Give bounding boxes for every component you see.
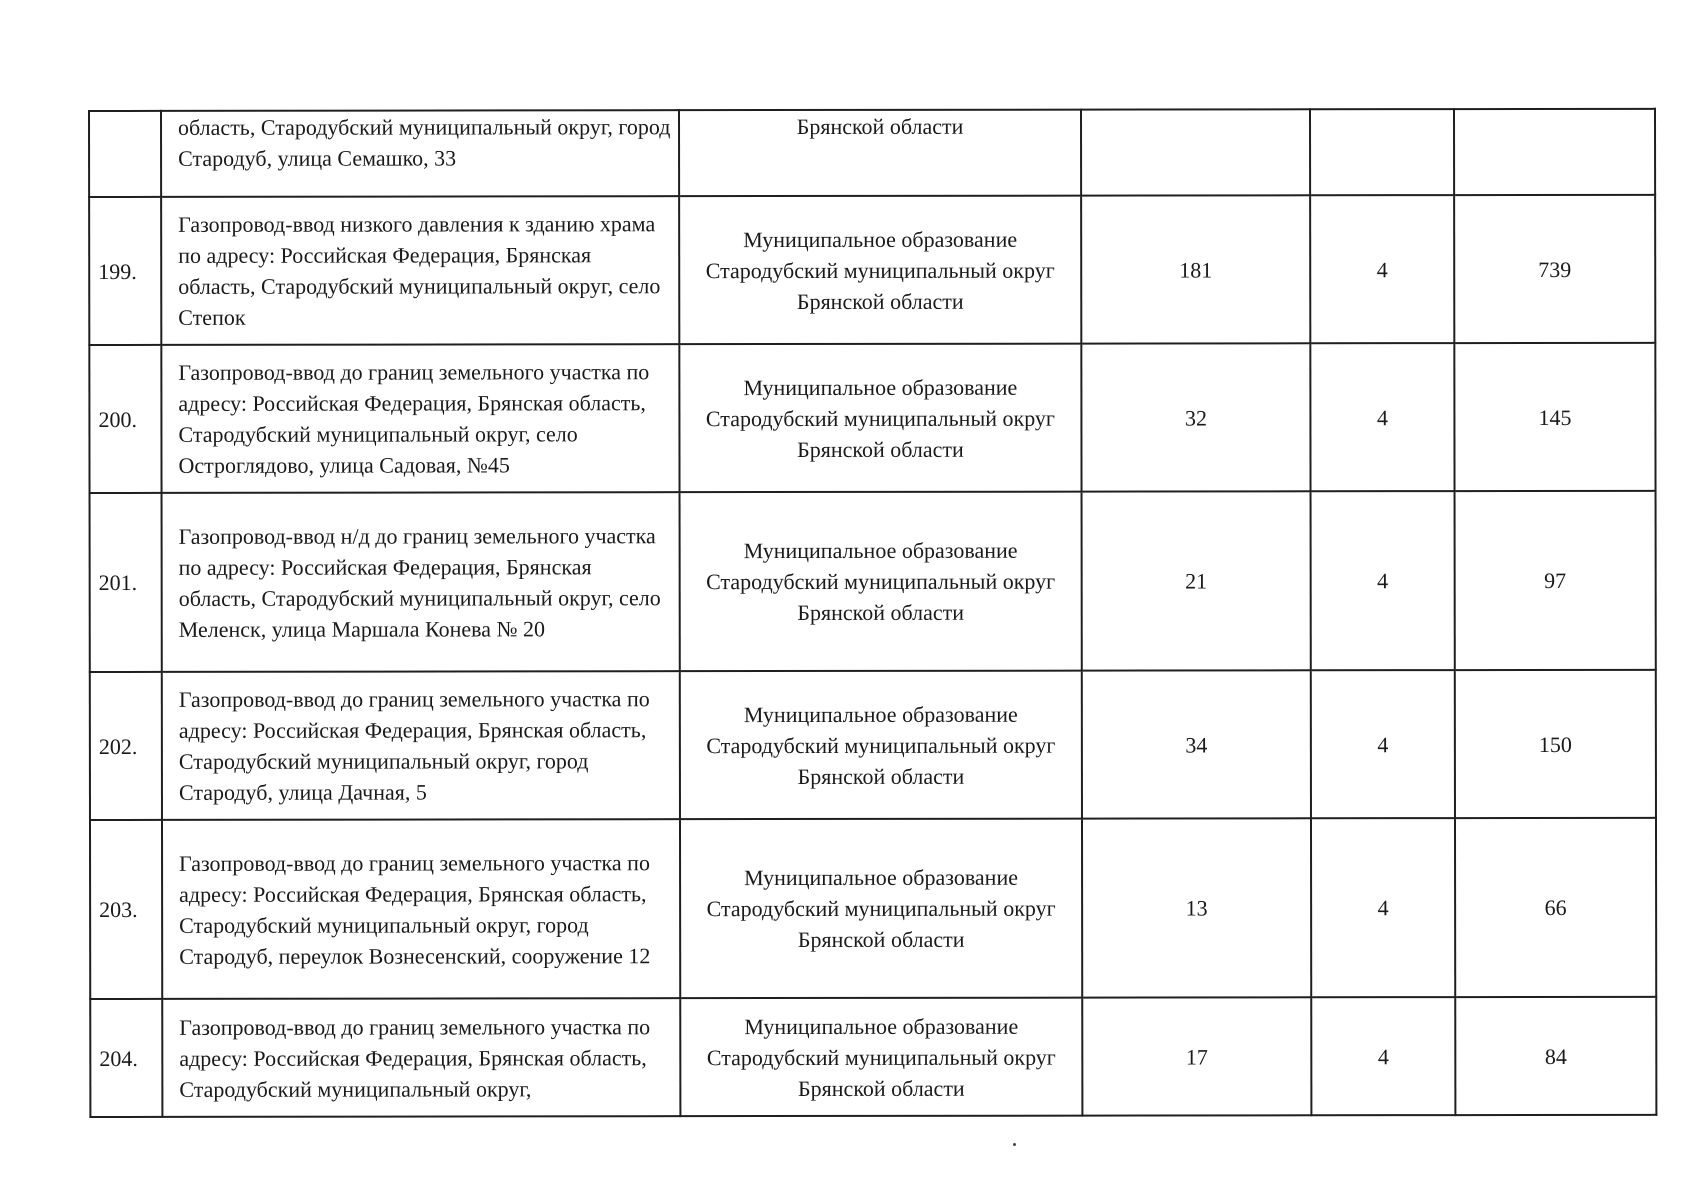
length-cell (1081, 109, 1310, 195)
owner-cell: Муниципальное образование Стародубский муниципальный округ Брянской области (680, 671, 1082, 820)
count-cell: 4 (1311, 997, 1455, 1115)
length-cell: 13 (1082, 818, 1311, 997)
length-cell: 17 (1082, 997, 1311, 1115)
owner-cell: Муниципальное образование Стародубский муниципальный округ Брянской области (680, 819, 1082, 999)
row-number: 201. (90, 493, 162, 672)
length-cell: 34 (1082, 670, 1311, 818)
amount-cell (1454, 109, 1655, 195)
amount-cell: 84 (1455, 997, 1656, 1115)
scan-speck (1013, 1143, 1016, 1146)
object-description: Газопровод-ввод до границ земельного участка по адресу: Российская Федерация, Брянская область, Стародубский муниципальный округ, город Стародуб, улица Дачная, 5 (162, 671, 680, 820)
amount-cell: 739 (1454, 195, 1655, 343)
table-row (90, 818, 1656, 999)
object-description: Газопровод-ввод низкого давления к зданию храма по адресу: Российская Федерация, Брянская область, Стародубский муниципальный округ, село Степок (161, 196, 679, 345)
registry-table (88, 108, 1657, 1118)
length-cell: 181 (1081, 195, 1310, 343)
owner-cell: Муниципальное образование Стародубский муниципальный округ Брянской области (680, 998, 1082, 1117)
table-row (90, 997, 1656, 1117)
amount-cell: 66 (1455, 818, 1656, 997)
length-cell: 32 (1081, 343, 1310, 491)
amount-cell: 150 (1455, 670, 1656, 818)
owner-cell: Муниципальное образование Стародубский муниципальный округ Брянской области (679, 344, 1081, 493)
object-description: Газопровод-ввод до границ земельного участка по адресу: Российская Федерация, Брянская область, Стародубский муниципальный округ, город Стародуб, переулок Вознесенский, сооружение 12 (162, 819, 680, 999)
owner-cell: Брянской области (679, 110, 1081, 197)
table-row (89, 343, 1655, 493)
row-number: 202. (90, 672, 162, 820)
table-row (90, 491, 1656, 672)
object-description: Газопровод-ввод до границ земельного участка по адресу: Российская Федерация, Брянская область, Стародубский муниципальный округ, село Остроглядово, улица Садовая, №45 (161, 344, 679, 493)
table-row (89, 109, 1655, 197)
count-cell: 4 (1311, 491, 1455, 670)
row-number (89, 111, 161, 197)
row-number: 200. (89, 345, 161, 493)
count-cell (1310, 109, 1454, 195)
object-description: Газопровод-ввод н/д до границ земельного участка по адресу: Российская Федерация, Брянская область, Стародубский муниципальный округ, село Меленск, улица Маршала Конева № 20 (162, 492, 680, 672)
table-row (90, 670, 1656, 820)
row-number: 203. (90, 820, 162, 999)
count-cell: 4 (1310, 343, 1454, 491)
row-number: 204. (90, 999, 162, 1117)
row-number: 199. (89, 197, 161, 345)
amount-cell: 97 (1455, 491, 1656, 670)
owner-cell: Муниципальное образование Стародубский муниципальный округ Брянской области (679, 196, 1081, 345)
length-cell: 21 (1082, 491, 1311, 670)
table-row (89, 195, 1655, 345)
count-cell: 4 (1310, 195, 1454, 343)
amount-cell: 145 (1454, 343, 1655, 491)
object-description: Газопровод-ввод до границ земельного участка по адресу: Российская Федерация, Брянская область, Стародубский муниципальный округ, (162, 998, 680, 1117)
count-cell: 4 (1311, 670, 1455, 818)
owner-cell: Муниципальное образование Стародубский муниципальный округ Брянской области (680, 492, 1082, 672)
object-description: область, Стародубский муниципальный округ, город Стародуб, улица Семашко, 33 (161, 110, 679, 197)
count-cell: 4 (1311, 818, 1455, 997)
